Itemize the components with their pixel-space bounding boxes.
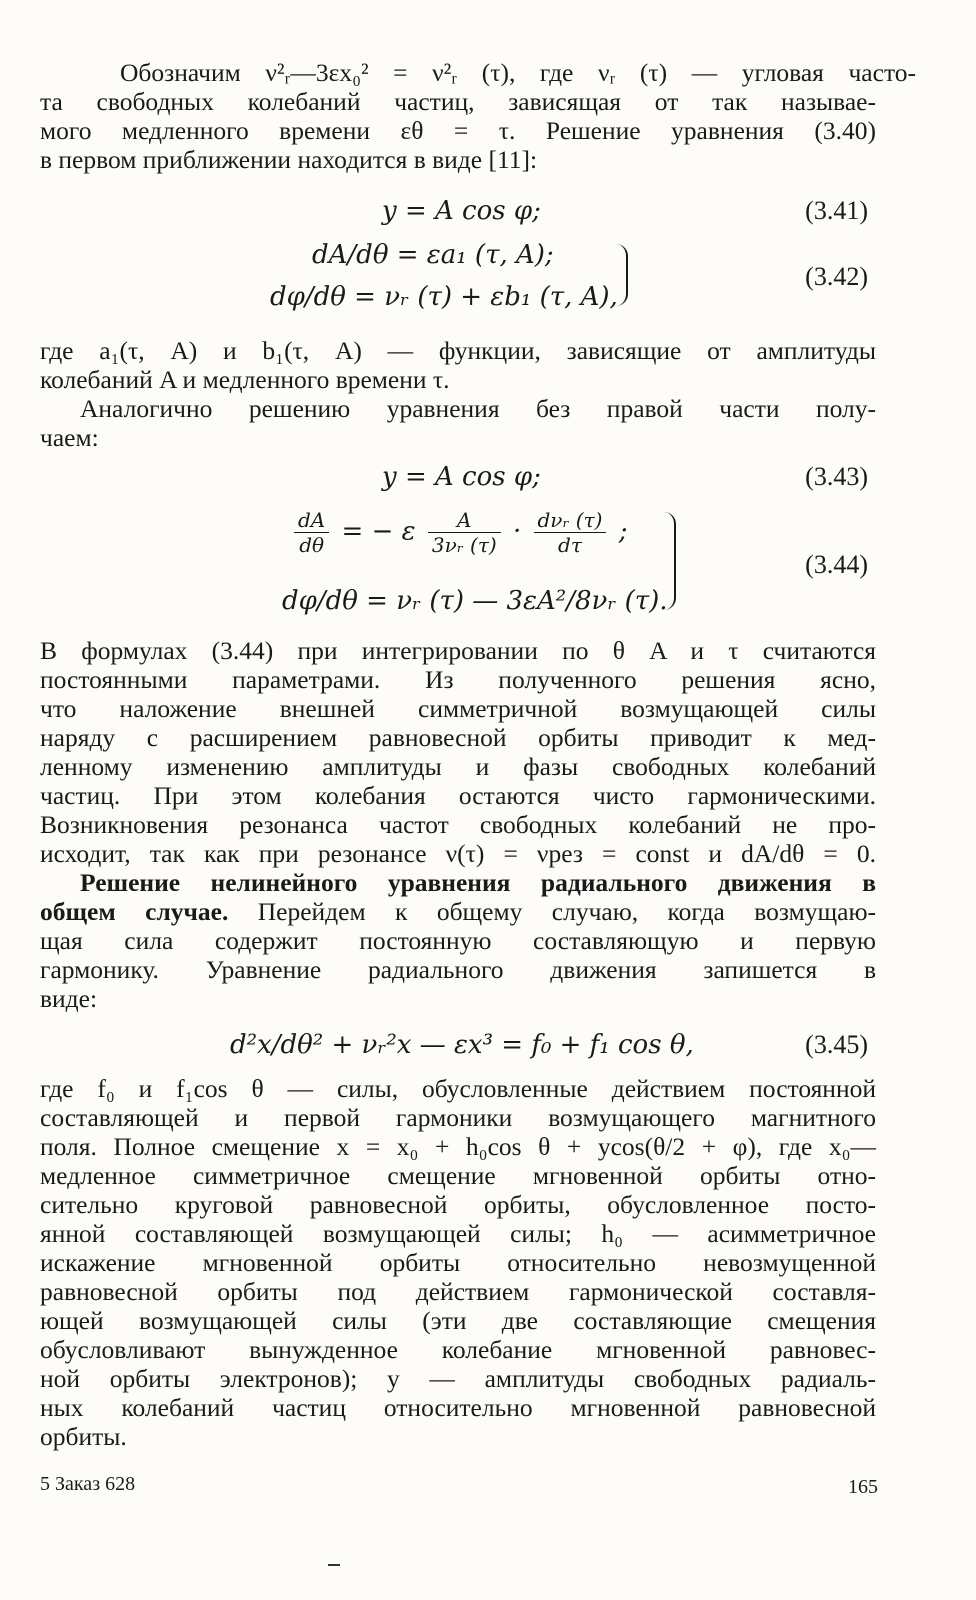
- text-line: искажение мгновенной орбиты относительно невозмущенной: [40, 1248, 876, 1277]
- text-line: ной орбиты электронов); y — амплитуды свободных радиаль-: [40, 1364, 876, 1393]
- text-line: где a₁(τ, A) и b₁(τ, A) — функции, зависящие от амплитуды: [40, 336, 876, 365]
- paragraph-3: [80, 394, 876, 423]
- equation-3-43: y = A cos φ;: [382, 462, 541, 492]
- text-line: ленному изменению амплитуды и фазы свободных колебаний: [40, 752, 876, 781]
- right-brace: [664, 512, 676, 610]
- equation-number: (3.43): [805, 462, 868, 491]
- text-line: Аналогично решению уравнения без правой части полу-: [80, 394, 876, 423]
- equation-number: (3.44): [805, 550, 868, 579]
- paragraph-1-cont: [40, 87, 876, 174]
- paragraph-4: [40, 636, 876, 868]
- text-line: В формулах (3.44) при интегрировании по θ A и τ считаются: [40, 636, 876, 665]
- text-line: мого медленного времени εθ = τ. Решение уравнения (3.40): [40, 116, 876, 145]
- fraction-dnu-dtau: $\frac{\text{dνᵣ (τ)}}{d\tau}$: [534, 508, 607, 557]
- text-line: поля. Полное смещение x = x₀ + h₀cos θ + ycos(θ/2 + φ), где x₀—: [40, 1132, 876, 1161]
- text-line: чаем:: [40, 423, 99, 452]
- right-brace: [616, 244, 628, 306]
- equation-3-44-line-1: $\frac{dA}{d\theta}$ = − ε $\frac{A}{\text{3νᵣ (τ)}}$ · $\frac{\text{dνᵣ (τ)}}{d\tau}$ ;: [290, 508, 627, 557]
- text-line: исходит, так как при резонансе ν(τ) = νрез = const и dA/dθ = 0.: [40, 839, 876, 868]
- text-line: Обозначим ν²ᵣ—3εx₀² = ν²ᵣ (τ), где νᵣ (τ) — угловая часто-: [120, 58, 916, 87]
- section-heading: Решение нелинейного уравнения радиального движения в: [80, 868, 876, 897]
- print-mark: [328, 1564, 340, 1566]
- equation-3-42-line-2: dφ/dθ = νᵣ (τ) + εb₁ (τ, A),: [270, 282, 618, 312]
- paragraph-5-heading: [80, 868, 876, 897]
- text-line: медленное симметричное смещение мгновенной орбиты отно-: [40, 1161, 876, 1190]
- text-line: сительно круговой равновесной орбиты, обусловленное посто-: [40, 1190, 876, 1219]
- text-line: колебаний A и медленного времени τ.: [40, 365, 450, 394]
- equation-number: (3.42): [805, 262, 868, 291]
- paragraph-1: [80, 58, 916, 87]
- paragraph-5: [40, 897, 876, 1013]
- equation-3-45: d²x/dθ² + νᵣ²x — εx³ = f₀ + f₁ cos θ,: [230, 1030, 694, 1060]
- equation-3-42-line-1: dA/dθ = εa₁ (τ, A);: [312, 240, 554, 270]
- text-line: в первом приближении находится в виде [11]:: [40, 145, 538, 174]
- text-line: равновесной орбиты под действием гармонической составля-: [40, 1277, 876, 1306]
- fraction-a-over-3nu: $\frac{A}{\text{3νᵣ (τ)}}$: [428, 508, 501, 557]
- text-line: наряду с расширением равновесной орбиты приводит к мед-: [40, 723, 876, 752]
- paragraph-6: [40, 1074, 876, 1451]
- text-line: ных колебаний частиц относительно мгновенной равновесной: [40, 1393, 876, 1422]
- text-line: обусловливают вынужденное колебание мгновенной равновес-: [40, 1335, 876, 1364]
- paragraph-3-cont: [40, 423, 876, 452]
- page-number: 165: [848, 1476, 878, 1498]
- text-line: частиц. При этом колебания остаются чисто гармоническими.: [40, 781, 876, 810]
- text-line: та свободных колебаний частиц, зависящая от так называе-: [40, 87, 876, 116]
- text-line: щая сила содержит постоянную составляющую и первую: [40, 926, 876, 955]
- text-line: общем случае. Перейдем к общему случаю, когда возмущаю-: [40, 897, 876, 926]
- text-line: что наложение внешней симметричной возмущающей силы: [40, 694, 876, 723]
- equation-3-44-line-2: dφ/dθ = νᵣ (τ) — 3εA²/8νᵣ (τ).: [282, 586, 668, 616]
- text-line: янной составляющей возмущающей силы; h₀ — асимметричное: [40, 1219, 876, 1248]
- fraction-dA-dtheta: $\frac{dA}{d\theta}$: [294, 508, 329, 557]
- signature-mark: 5 Заказ 628: [40, 1473, 136, 1495]
- text-line: составляющей и первой гармоники возмущающего магнитного: [40, 1103, 876, 1132]
- text-line: орбиты.: [40, 1422, 127, 1451]
- equation-3-41: y = A cos φ;: [382, 196, 541, 226]
- equation-number: (3.45): [805, 1030, 868, 1059]
- text-line: постоянными параметрами. Из полученного решения ясно,: [40, 665, 876, 694]
- text-line: гармонику. Уравнение радиального движения запишется в: [40, 955, 876, 984]
- text-line: виде:: [40, 984, 98, 1013]
- paragraph-2: [40, 336, 876, 394]
- text-line: Возникновения резонанса частот свободных колебаний не про-: [40, 810, 876, 839]
- equation-number: (3.41): [805, 196, 868, 225]
- text-line: ющей возмущающей силы (эти две составляющие смещения: [40, 1306, 876, 1335]
- section-heading-end: общем случае.: [40, 897, 229, 926]
- text-line: где f₀ и f₁cos θ — силы, обусловленные действием постоянной: [40, 1074, 876, 1103]
